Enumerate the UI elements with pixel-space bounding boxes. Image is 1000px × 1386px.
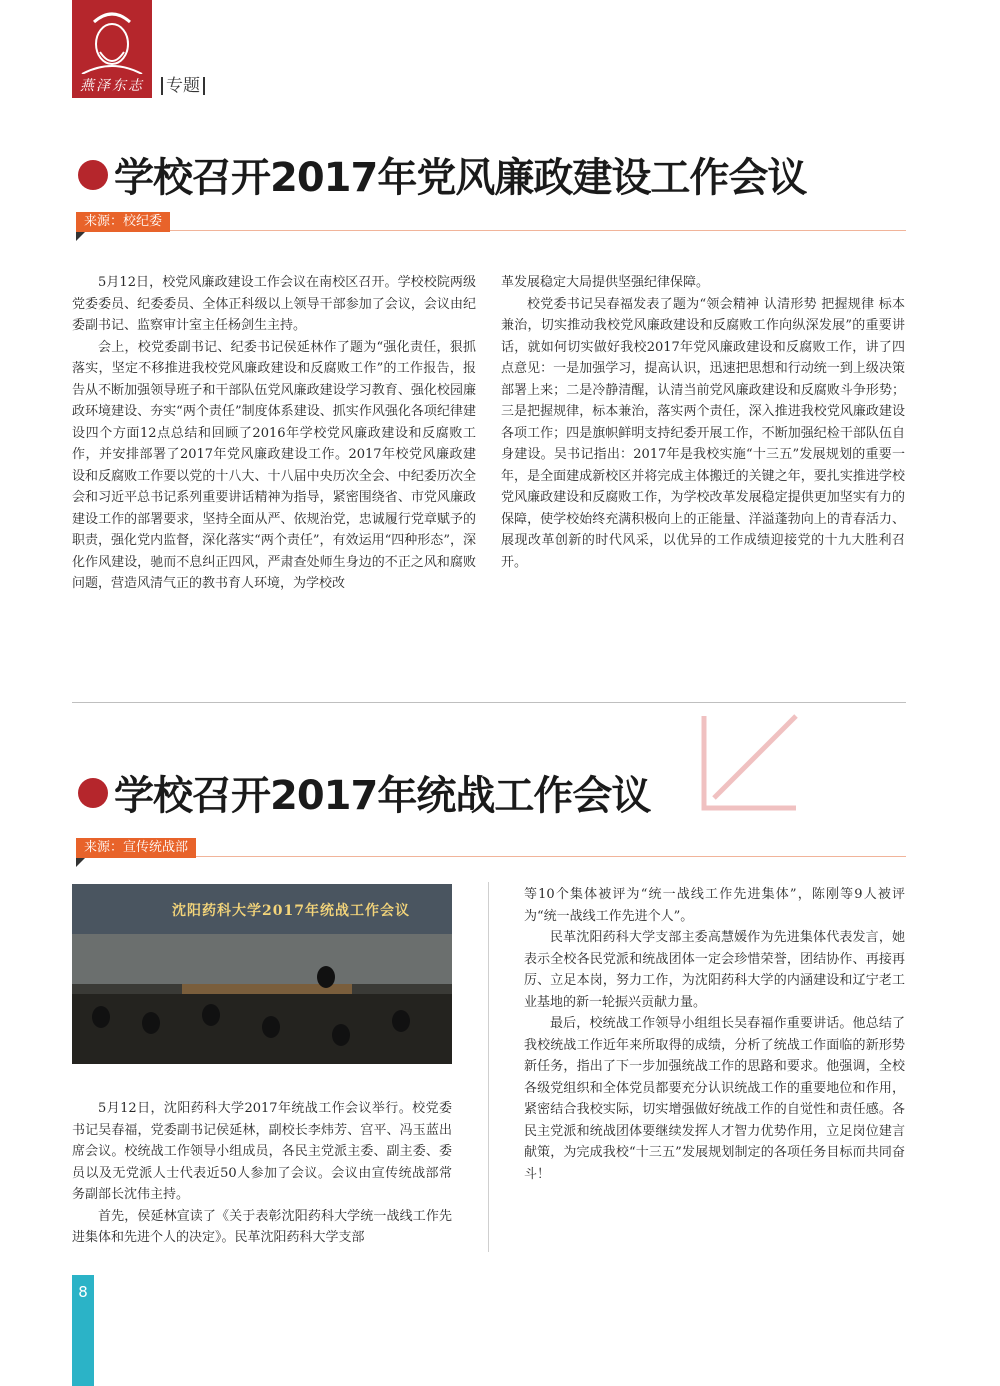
paragraph: 5月12日，校党风廉政建设工作会议在南校区召开。学校校院两级党委委员、纪委委员、全体正科级以上领导干部参加了会议，会议由纪委副书记、监察审计室主任杨剑生主持。 <box>72 275 476 333</box>
article2-source: 来源：宣传统战部 <box>76 838 196 858</box>
article1-title: 学校召开2017年党风廉政建设工作会议 <box>114 155 807 201</box>
decorative-arrow-icon <box>700 712 800 812</box>
meeting-photo <box>72 884 452 1064</box>
portrait-logo-icon <box>72 0 152 74</box>
audience-figure <box>142 1012 160 1034</box>
article1-left-column <box>72 272 476 595</box>
paragraph: 5月12日，沈阳药科大学2017年统战工作会议举行。校党委书记吴春福，党委副书记侯延林，副校长李炜芳、宫平、冯玉蓝出席会议。校统战工作领导小组成员，各民主党派主委、副主委、委员以及无党派人士代表近50人参加了会议。会议由宣传统战部常务副部长沈伟主持。 <box>72 1101 452 1202</box>
bullet-dot-icon <box>78 778 108 808</box>
audience-figure <box>392 1010 410 1032</box>
source-tick-icon <box>76 858 85 867</box>
audience-figure <box>262 1016 280 1038</box>
source-rule <box>76 230 906 231</box>
article2-headline <box>78 764 650 821</box>
divider-bar <box>161 77 163 95</box>
column-separator <box>488 882 489 1252</box>
speaker-figure <box>317 966 335 988</box>
source-tick-icon <box>76 232 85 241</box>
source-rule <box>76 856 906 857</box>
paragraph: 等10个集体被评为“统一战线工作先进集体”，陈刚等9人被评为“统一战线工作先进个人”。 <box>524 887 905 924</box>
divider-bar <box>203 77 205 95</box>
section-text: 专题 <box>166 76 200 96</box>
page-number: 8 <box>78 1283 88 1301</box>
article2-title: 学校召开2017年统战工作会议 <box>114 773 651 819</box>
article2-left-column <box>72 1098 452 1249</box>
section-divider <box>72 702 906 703</box>
magazine-name: 燕泽东志 <box>72 74 152 98</box>
photo-wall <box>72 934 452 984</box>
paragraph: 会上，校党委副书记、纪委书记侯延林作了题为“强化责任，狠抓落实，坚定不移推进我校党风廉政建设和反腐败工作”的工作报告，报告从不断加强领导班子和干部队伍党风廉政建设学习教育、强化校园廉政环境建设、夯实“两个责任”制度体系建设、抓实作风强化各项纪律建设四个方面12点总结和回顾了2016年学校党风廉政建设和反腐败工作，并安排部署了2017年党风廉政建设工作。2017年校党风廉政建设和反腐败工作要以党的十八大、十八届中央历次全会、中纪委历次全会和习近平总书记系列重要讲话精神为指导，紧密围绕省、市党风廉政建设工作的部署要求，坚持全面从严、依规治党，忠诚履行党章赋予的职责，强化党内监督，深化落实“两个责任”，有效运用“四种形态”，深化作风建设，驰而不息纠正四风，严肃查处师生身边的不正之风和腐败问题，营造风清气正的教书育人环境，为学校改 <box>72 339 476 591</box>
article1-source: 来源：校纪委 <box>76 212 170 232</box>
audience-figure <box>332 1024 350 1046</box>
magazine-logo <box>72 0 152 74</box>
banner-text: 沈阳药科大学2017年统战工作会议 <box>172 903 410 919</box>
paragraph: 革发展稳定大局提供坚强纪律保障。 <box>501 275 710 290</box>
photo-banner <box>72 884 452 934</box>
bullet-dot-icon <box>78 160 108 190</box>
article2-right-column <box>524 884 905 1185</box>
paragraph: 民革沈阳药科大学支部主委高慧媛作为先进集体代表发言，她表示全校各民党派和统战团体一定会珍惜荣誉，团结协作、再接再厉、立足本岗，努力工作，为沈阳药科大学的内涵建设和辽宁老工业基地的新一轮振兴贡献力量。 <box>524 930 905 1010</box>
audience-figure <box>202 1004 220 1026</box>
paragraph: 校党委书记吴春福发表了题为“领会精神 认清形势 把握规律 标本兼治，切实推动我校党风廉政建设和反腐败工作向纵深发展”的重要讲话，就如何切实做好我校2017年党风廉政建设和反腐败工作，讲了四点意见：一是加强学习，提高认识，迅速把思想和行动统一到上级决策部署上来；二是冷静清醒，认清当前党风廉政建设和反腐败斗争形势；三是把握规律，标本兼治，落实两个责任，深入推进我校党风廉政建设各项工作；四是旗帜鲜明支持纪委开展工作，不断加强纪检干部队伍自身建设。吴书记指出：2017年是我校实施“十三五”发展规划的重要一年，是全面建成新校区并将完成主体搬迁的关键之年，要扎实推进学校党风廉政建设和反腐败工作，为学校改革发展稳定提供更加坚实有力的保障，使学校始终充满积极向上的正能量、洋溢蓬勃向上的青春活力、展现改革创新的时代风采，以优异的工作成绩迎接党的十九大胜利召开。 <box>501 296 905 570</box>
article1-headline <box>78 146 806 203</box>
paragraph: 首先，侯延林宣读了《关于表彰沈阳药科大学统一战线工作先进集体和先进个人的决定》。民革沈阳药科大学支部 <box>72 1208 452 1245</box>
paragraph: 最后，校统战工作领导小组组长吴春福作重要讲话。他总结了我校统战工作近年来所取得的成绩，分析了统战工作面临的新形势新任务，指出了下一步加强统战工作的思路和要求。他强调，全校各级党组织和全体党员都要充分认识统战工作的重要地位和作用，紧密结合我校实际，切实增强做好统战工作的自觉性和责任感。各民主党派和统战团体要继续发挥人才智力优势作用，立足岗位建言献策，为完成我校“十三五”发展规划制定的各项任务目标而共同奋斗！ <box>524 1016 905 1182</box>
article1-right-column <box>501 272 905 573</box>
audience-figure <box>92 1006 110 1028</box>
section-label <box>158 74 208 98</box>
